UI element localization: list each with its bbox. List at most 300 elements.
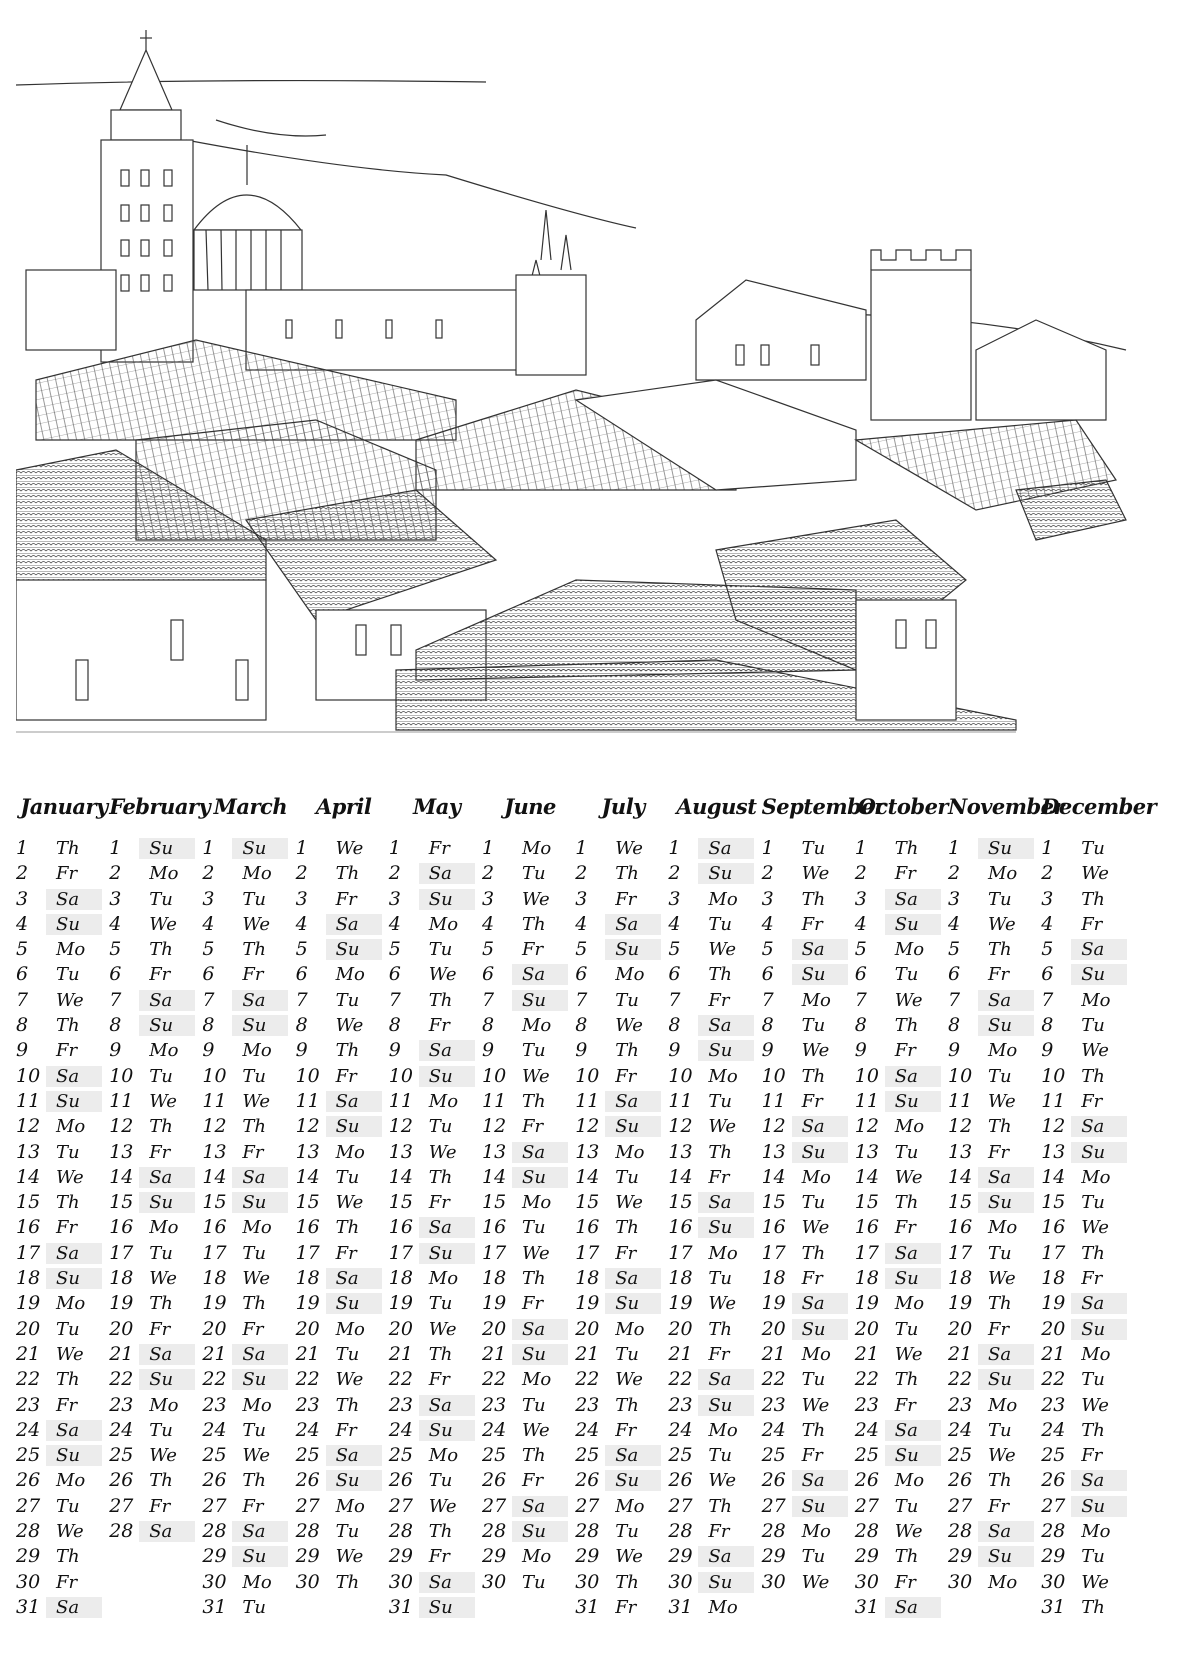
- weekday-abbr: Th: [56, 1015, 80, 1037]
- weekday-abbr: Sa: [149, 1521, 173, 1543]
- day-row: [296, 937, 392, 962]
- day-row: [1041, 1266, 1137, 1291]
- day-number: 16: [482, 1216, 507, 1239]
- weekday-abbr: Mo: [615, 1495, 645, 1517]
- day-row: [855, 962, 951, 987]
- day-row: [575, 1215, 671, 1240]
- day-number: 25: [202, 1444, 227, 1467]
- weekday-abbr: Sa: [242, 1521, 266, 1543]
- day-row: [296, 988, 392, 1013]
- day-row: [296, 1317, 392, 1342]
- day-row: [482, 1165, 578, 1190]
- weekday-abbr: Su: [522, 1343, 546, 1365]
- day-number: 15: [388, 1191, 413, 1214]
- day-number: 30: [761, 1570, 786, 1593]
- day-row: [482, 836, 578, 861]
- day-number: 11: [854, 1089, 879, 1112]
- day-row: [668, 1393, 764, 1418]
- day-row: [1041, 1013, 1137, 1038]
- weekday-abbr: Tu: [428, 1293, 453, 1315]
- day-row: [575, 836, 671, 861]
- weekday-abbr: Th: [988, 1116, 1012, 1138]
- day-row: [482, 1418, 578, 1443]
- day-row: [296, 1443, 392, 1468]
- weekday-abbr: Th: [708, 964, 732, 986]
- day-row: [389, 1443, 485, 1468]
- weekday-abbr: Sa: [801, 1293, 825, 1315]
- day-number: 18: [16, 1267, 41, 1290]
- day-row: [668, 1519, 764, 1544]
- weekday-abbr: Th: [522, 913, 546, 935]
- day-number: 8: [761, 1014, 774, 1037]
- day-number: 17: [761, 1241, 786, 1264]
- day-row: [16, 962, 112, 987]
- day-number: 7: [1041, 988, 1054, 1011]
- weekday-abbr: Tu: [335, 989, 360, 1011]
- day-number: 5: [668, 938, 681, 961]
- weekday-abbr: Tu: [708, 1090, 732, 1112]
- weekday-abbr: Sa: [708, 1192, 732, 1214]
- weekday-abbr: Fr: [801, 1445, 823, 1467]
- day-row: [948, 836, 1044, 861]
- day-row: [16, 912, 112, 937]
- weekday-abbr: Sa: [708, 838, 732, 859]
- day-row: [16, 1013, 112, 1038]
- day-number: 26: [761, 1469, 786, 1492]
- weekday-abbr: Th: [335, 1217, 360, 1239]
- day-row: [109, 1342, 205, 1367]
- weekday-abbr: Fr: [615, 1596, 637, 1618]
- month-name: October: [857, 794, 948, 819]
- day-row: [389, 1342, 485, 1367]
- day-number: 31: [1041, 1595, 1066, 1618]
- day-row: [296, 1215, 392, 1240]
- day-row: [575, 1317, 671, 1342]
- day-row: [389, 1317, 485, 1342]
- day-row: [109, 861, 205, 886]
- day-number: 24: [202, 1418, 227, 1441]
- weekday-abbr: We: [242, 1090, 271, 1112]
- day-number: 7: [16, 988, 29, 1011]
- day-row: [202, 1241, 298, 1266]
- day-row: [16, 1266, 112, 1291]
- weekday-abbr: We: [988, 1090, 1016, 1112]
- day-row: [948, 1367, 1044, 1392]
- weekday-abbr: Tu: [801, 1015, 826, 1037]
- weekday-abbr: Fr: [242, 1141, 264, 1163]
- weekday-abbr: Mo: [335, 1495, 365, 1517]
- weekday-abbr: We: [801, 1571, 830, 1593]
- day-row: [109, 1064, 205, 1089]
- day-row: [1041, 1089, 1137, 1114]
- weekday-abbr: We: [801, 1394, 830, 1416]
- day-row: [668, 1266, 764, 1291]
- day-number: 8: [668, 1014, 681, 1037]
- day-row: [296, 1140, 392, 1165]
- day-row: [855, 1190, 951, 1215]
- day-number: 26: [668, 1469, 693, 1492]
- day-row: [762, 912, 858, 937]
- weekday-abbr: We: [894, 1343, 923, 1365]
- weekday-abbr: Th: [56, 838, 80, 859]
- day-number: 1: [761, 837, 774, 859]
- day-row: [482, 1190, 578, 1215]
- day-number: 13: [388, 1140, 413, 1163]
- month-column: [668, 790, 764, 1620]
- day-number: 11: [109, 1089, 134, 1112]
- weekday-abbr: Th: [1081, 1596, 1105, 1618]
- weekday-abbr: We: [335, 838, 364, 859]
- day-number: 7: [109, 988, 122, 1011]
- weekday-abbr: Tu: [615, 1521, 639, 1543]
- weekday-abbr: Su: [801, 1495, 826, 1517]
- day-row: [762, 1393, 858, 1418]
- day-row: [762, 988, 858, 1013]
- day-row: [109, 1393, 205, 1418]
- day-number: 7: [854, 988, 867, 1011]
- day-row: [296, 1064, 392, 1089]
- day-number: 25: [109, 1444, 134, 1467]
- day-number: 16: [575, 1216, 600, 1239]
- weekday-abbr: Th: [894, 838, 919, 859]
- day-row: [668, 1038, 764, 1063]
- weekday-abbr: Su: [335, 1470, 360, 1492]
- day-number: 12: [948, 1115, 973, 1138]
- day-number: 28: [854, 1520, 879, 1543]
- day-row: [1041, 962, 1137, 987]
- day-number: 3: [948, 887, 961, 910]
- day-row: [202, 988, 298, 1013]
- day-number: 9: [109, 1039, 122, 1062]
- month-column: [1041, 790, 1157, 1620]
- weekday-abbr: Th: [522, 1268, 546, 1290]
- day-row: [482, 1342, 578, 1367]
- weekday-abbr: Tu: [1081, 1546, 1105, 1568]
- day-number: 14: [202, 1165, 227, 1188]
- day-number: 18: [948, 1267, 973, 1290]
- day-row: [202, 1140, 298, 1165]
- day-row: [668, 887, 764, 912]
- weekday-abbr: We: [242, 913, 271, 935]
- day-row: [389, 1544, 485, 1569]
- day-number: 22: [109, 1368, 134, 1391]
- day-number: 20: [668, 1317, 693, 1340]
- day-number: 28: [761, 1520, 786, 1543]
- day-number: 6: [761, 963, 774, 986]
- day-number: 8: [16, 1014, 29, 1037]
- day-row: [202, 912, 298, 937]
- day-number: 25: [1041, 1444, 1066, 1467]
- day-number: 7: [202, 988, 215, 1011]
- day-row: [575, 1038, 671, 1063]
- weekday-abbr: Fr: [988, 1141, 1010, 1163]
- day-number: 1: [388, 837, 401, 859]
- weekday-abbr: Su: [149, 1369, 174, 1391]
- weekday-abbr: Sa: [522, 1495, 546, 1517]
- day-number: 3: [388, 887, 401, 910]
- weekday-abbr: Tu: [894, 1318, 919, 1340]
- day-number: 9: [948, 1039, 961, 1062]
- day-number: 14: [1041, 1165, 1066, 1188]
- weekday-abbr: Su: [708, 1571, 733, 1593]
- weekday-abbr: Tu: [522, 1040, 546, 1062]
- day-number: 2: [109, 862, 122, 885]
- day-row: [16, 1443, 112, 1468]
- day-row: [482, 1519, 578, 1544]
- day-row: [482, 1064, 578, 1089]
- day-number: 3: [575, 887, 588, 910]
- day-number: 1: [575, 837, 588, 859]
- day-row: [575, 1595, 671, 1620]
- day-number: 10: [761, 1064, 786, 1087]
- weekday-abbr: Su: [615, 1116, 640, 1138]
- day-number: 23: [575, 1393, 600, 1416]
- day-row: [948, 1494, 1044, 1519]
- weekday-abbr: We: [242, 1268, 271, 1290]
- weekday-abbr: We: [894, 989, 923, 1011]
- weekday-abbr: Mo: [242, 863, 272, 885]
- weekday-abbr: Su: [708, 1394, 733, 1416]
- day-number: 3: [761, 887, 774, 910]
- weekday-abbr: Su: [149, 838, 174, 859]
- weekday-abbr: Th: [335, 1040, 360, 1062]
- weekday-abbr: Sa: [708, 1369, 732, 1391]
- day-number: 22: [202, 1368, 227, 1391]
- day-number: 19: [482, 1292, 507, 1315]
- day-number: 1: [854, 837, 867, 859]
- day-row: [296, 1468, 392, 1493]
- day-row: [762, 1241, 858, 1266]
- day-number: 31: [16, 1595, 41, 1618]
- weekday-abbr: Fr: [615, 888, 637, 910]
- day-number: 28: [575, 1520, 600, 1543]
- day-number: 1: [668, 837, 681, 859]
- weekday-abbr: Mo: [149, 1394, 179, 1416]
- day-row: [1041, 1190, 1137, 1215]
- weekday-abbr: Th: [242, 1293, 266, 1315]
- day-number: 12: [295, 1115, 320, 1138]
- day-number: 9: [854, 1039, 867, 1062]
- day-row: [16, 836, 112, 861]
- weekday-abbr: Tu: [428, 939, 453, 961]
- month-column: [948, 790, 1065, 1595]
- day-row: [855, 1013, 951, 1038]
- day-number: 21: [202, 1342, 227, 1365]
- day-number: 28: [668, 1520, 693, 1543]
- day-number: 14: [109, 1165, 134, 1188]
- day-row: [389, 937, 485, 962]
- day-number: 22: [854, 1368, 879, 1391]
- weekday-abbr: Tu: [149, 1065, 173, 1087]
- day-row: [1041, 887, 1137, 912]
- day-number: 11: [1041, 1089, 1066, 1112]
- weekday-abbr: Th: [615, 1217, 639, 1239]
- day-number: 30: [854, 1570, 879, 1593]
- weekday-abbr: Su: [801, 1141, 826, 1163]
- day-number: 6: [109, 963, 122, 986]
- day-row: [202, 1443, 298, 1468]
- weekday-abbr: Th: [708, 1318, 732, 1340]
- day-number: 18: [575, 1267, 600, 1290]
- day-number: 5: [854, 938, 867, 961]
- day-number: 24: [668, 1418, 693, 1441]
- day-number: 8: [482, 1014, 495, 1037]
- weekday-abbr: Tu: [149, 1419, 173, 1441]
- weekday-abbr: Sa: [801, 1116, 825, 1138]
- day-row: [575, 912, 671, 937]
- day-number: 12: [854, 1115, 879, 1138]
- day-number: 5: [16, 938, 29, 961]
- day-number: 9: [16, 1039, 29, 1062]
- weekday-abbr: Sa: [522, 1141, 546, 1163]
- weekday-abbr: Sa: [335, 1268, 359, 1290]
- day-row: [762, 1291, 858, 1316]
- day-number: 20: [482, 1317, 507, 1340]
- day-number: 23: [1041, 1393, 1066, 1416]
- day-number: 27: [482, 1494, 507, 1517]
- weekday-abbr: Mo: [801, 989, 831, 1011]
- weekday-abbr: Mo: [428, 1090, 459, 1112]
- day-number: 14: [668, 1165, 693, 1188]
- weekday-abbr: Th: [149, 1470, 173, 1492]
- weekday-abbr: Tu: [894, 1495, 919, 1517]
- day-row: [389, 836, 485, 861]
- day-row: [202, 1266, 298, 1291]
- day-row: [668, 988, 764, 1013]
- weekday-abbr: Su: [522, 989, 546, 1011]
- day-number: 5: [109, 938, 122, 961]
- day-number: 10: [668, 1064, 693, 1087]
- day-row: [296, 962, 392, 987]
- day-number: 23: [388, 1393, 413, 1416]
- weekday-abbr: Th: [615, 1040, 639, 1062]
- weekday-abbr: Sa: [615, 1268, 639, 1290]
- month-column: [482, 790, 578, 1595]
- day-number: 19: [575, 1292, 600, 1315]
- day-row: [16, 988, 112, 1013]
- day-row: [202, 1494, 298, 1519]
- weekday-abbr: Sa: [1081, 1293, 1105, 1315]
- day-number: 31: [202, 1595, 227, 1618]
- weekday-abbr: Mo: [522, 838, 552, 859]
- day-number: 15: [1041, 1191, 1066, 1214]
- day-row: [855, 1468, 951, 1493]
- weekday-abbr: Tu: [894, 964, 919, 986]
- weekday-abbr: Mo: [988, 863, 1018, 885]
- day-number: 8: [388, 1014, 401, 1037]
- weekday-abbr: Tu: [242, 1065, 266, 1087]
- day-row: [109, 1165, 205, 1190]
- weekday-abbr: Th: [615, 1394, 639, 1416]
- day-row: [668, 1165, 764, 1190]
- weekday-abbr: Tu: [242, 1596, 266, 1618]
- day-number: 29: [854, 1545, 879, 1568]
- day-row: [389, 1215, 485, 1240]
- weekday-abbr: Fr: [615, 1065, 637, 1087]
- day-number: 7: [761, 988, 774, 1011]
- day-number: 21: [668, 1342, 693, 1365]
- day-number: 20: [16, 1317, 41, 1340]
- left-building: [26, 270, 116, 350]
- day-number: 9: [1041, 1039, 1054, 1062]
- day-row: [482, 962, 578, 987]
- day-number: 6: [1041, 963, 1054, 986]
- day-number: 31: [575, 1595, 600, 1618]
- weekday-abbr: We: [708, 1293, 737, 1315]
- weekday-abbr: Tu: [335, 1521, 360, 1543]
- weekday-abbr: We: [988, 913, 1016, 935]
- weekday-abbr: Th: [335, 1571, 360, 1593]
- day-number: 13: [668, 1140, 693, 1163]
- day-number: 17: [482, 1241, 507, 1264]
- day-number: 8: [202, 1014, 215, 1037]
- weekday-abbr: Su: [615, 1470, 640, 1492]
- day-row: [296, 1418, 392, 1443]
- day-row: [668, 1570, 764, 1595]
- day-number: 6: [668, 963, 681, 986]
- day-row: [668, 1291, 764, 1316]
- weekday-abbr: Su: [894, 1445, 919, 1467]
- day-number: 6: [482, 963, 495, 986]
- day-row: [762, 1215, 858, 1240]
- weekday-abbr: Mo: [242, 1040, 272, 1062]
- day-row: [948, 1468, 1044, 1493]
- day-number: 9: [575, 1039, 588, 1062]
- day-number: 16: [16, 1216, 41, 1239]
- day-row: [575, 861, 671, 886]
- day-row: [202, 1317, 298, 1342]
- day-number: 11: [482, 1089, 507, 1112]
- day-number: 10: [1041, 1064, 1066, 1087]
- weekday-abbr: Mo: [1081, 1343, 1111, 1365]
- weekday-abbr: Tu: [801, 1369, 826, 1391]
- right-tower: [871, 250, 971, 420]
- weekday-abbr: Th: [242, 939, 266, 961]
- day-row: [109, 937, 205, 962]
- month-name: December: [1041, 794, 1157, 819]
- day-row: [668, 1064, 764, 1089]
- day-row: [202, 1038, 298, 1063]
- day-row: [109, 1190, 205, 1215]
- day-number: 26: [16, 1469, 41, 1492]
- weekday-abbr: Mo: [56, 939, 86, 961]
- weekday-abbr: Sa: [428, 1040, 452, 1062]
- day-number: 2: [1041, 862, 1054, 885]
- weekday-abbr: Su: [522, 1521, 546, 1543]
- day-number: 9: [482, 1039, 495, 1062]
- day-row: [948, 1089, 1044, 1114]
- weekday-abbr: Su: [335, 1116, 360, 1138]
- day-number: 19: [761, 1292, 786, 1315]
- weekday-abbr: Sa: [801, 1470, 825, 1492]
- day-number: 23: [854, 1393, 879, 1416]
- day-row: [948, 1241, 1044, 1266]
- day-number: 2: [575, 862, 588, 885]
- day-number: 3: [202, 887, 215, 910]
- day-row: [575, 1266, 671, 1291]
- day-row: [296, 887, 392, 912]
- day-number: 13: [948, 1140, 973, 1163]
- day-row: [202, 1519, 298, 1544]
- day-number: 5: [388, 938, 401, 961]
- day-row: [389, 1064, 485, 1089]
- day-number: 4: [16, 912, 29, 935]
- weekday-abbr: Su: [522, 1166, 546, 1188]
- weekday-abbr: Fr: [1081, 913, 1103, 935]
- day-number: 30: [202, 1570, 227, 1593]
- day-number: 6: [388, 963, 401, 986]
- weekday-abbr: Fr: [149, 964, 171, 986]
